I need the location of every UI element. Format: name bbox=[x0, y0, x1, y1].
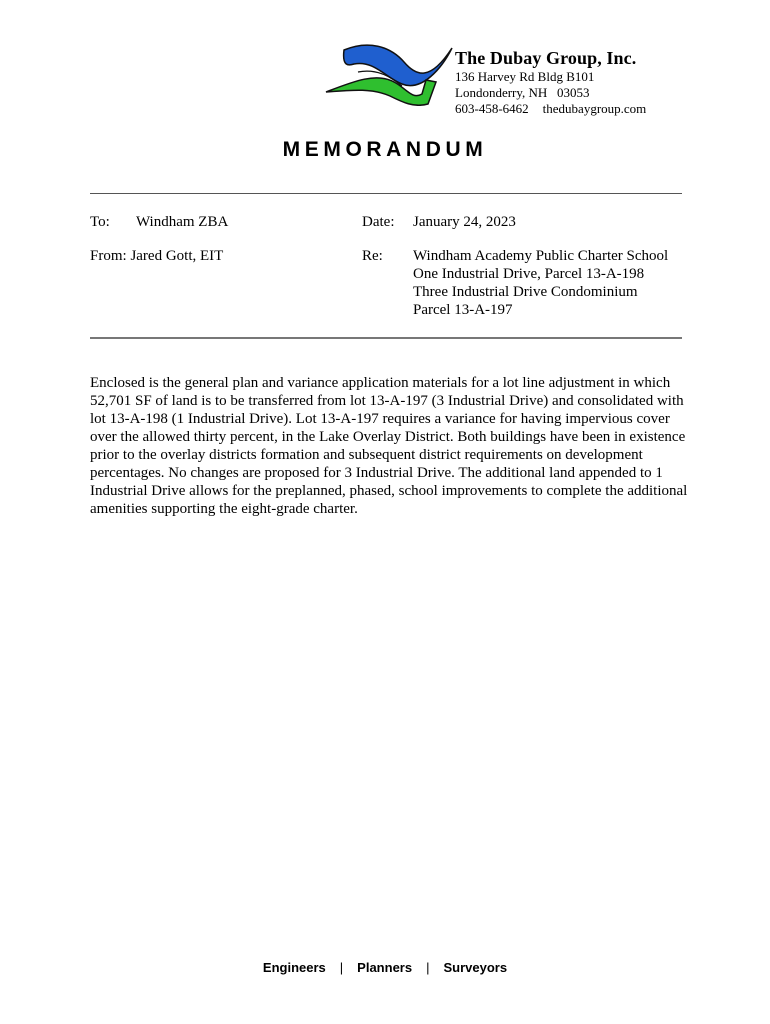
footer-planners: Planners bbox=[357, 960, 413, 975]
company-website: thedubaygroup.com bbox=[542, 101, 647, 116]
footer-surveyors: Surveyors bbox=[443, 960, 508, 975]
company-info bbox=[455, 47, 646, 117]
memo-body: Enclosed is the general plan and variance application materials for a lot line adjustment in which 52,701 SF of land is to be transferred from lot 13-A-197 (3 Industrial Drive) and consolidated with lot 13-A-198 (1 Industrial Drive). Lot 13-A-197 requires a variance for having impervious cover over the allowed thirty percent, in the Lake Overlay District. Both buildings have been in existence prior to the overlay districts formation and subsequent district requirements on development percentages. No changes are proposed for 3 Industrial Drive. The additional land appended to 1 Industrial Drive allows for the preplanned, phased, school improvements to complete the additional amenities supporting the eight-grade charter. bbox=[90, 375, 688, 517]
from-label: From: bbox=[90, 248, 127, 264]
footer-separator: | bbox=[339, 960, 344, 975]
re-line: One Industrial Drive, Parcel 13-A-198 bbox=[413, 266, 645, 282]
address-line-1: 136 Harvey Rd Bldg B101 bbox=[455, 69, 595, 84]
header-divider-top bbox=[90, 193, 682, 194]
footer bbox=[0, 960, 770, 975]
dubay-group-logo bbox=[318, 42, 456, 106]
from-field bbox=[90, 247, 223, 265]
re-line: Windham Academy Public Charter School bbox=[413, 248, 669, 264]
header-divider-bottom bbox=[90, 337, 682, 339]
re-subject bbox=[413, 247, 668, 319]
re-line: Three Industrial Drive Condominium bbox=[413, 284, 638, 300]
to-label: To: bbox=[90, 214, 110, 230]
address-line-2: Londonderry, NH 03053 bbox=[455, 85, 590, 100]
company-phone: 603-458-6462 bbox=[455, 101, 529, 116]
footer-separator: | bbox=[426, 960, 430, 975]
date-value: January 24, 2023 bbox=[413, 214, 516, 230]
footer-engineers: Engineers bbox=[262, 960, 326, 975]
to-value: Windham ZBA bbox=[136, 214, 229, 230]
memo-title: MEMORANDUM bbox=[282, 138, 488, 161]
company-name: The Dubay Group, Inc. bbox=[455, 48, 637, 68]
contact-line bbox=[455, 101, 646, 117]
re-line: Parcel 13-A-197 bbox=[413, 302, 513, 318]
re-label: Re: bbox=[362, 248, 383, 264]
date-label: Date: bbox=[362, 214, 395, 230]
from-value: Jared Gott, EIT bbox=[130, 248, 224, 264]
